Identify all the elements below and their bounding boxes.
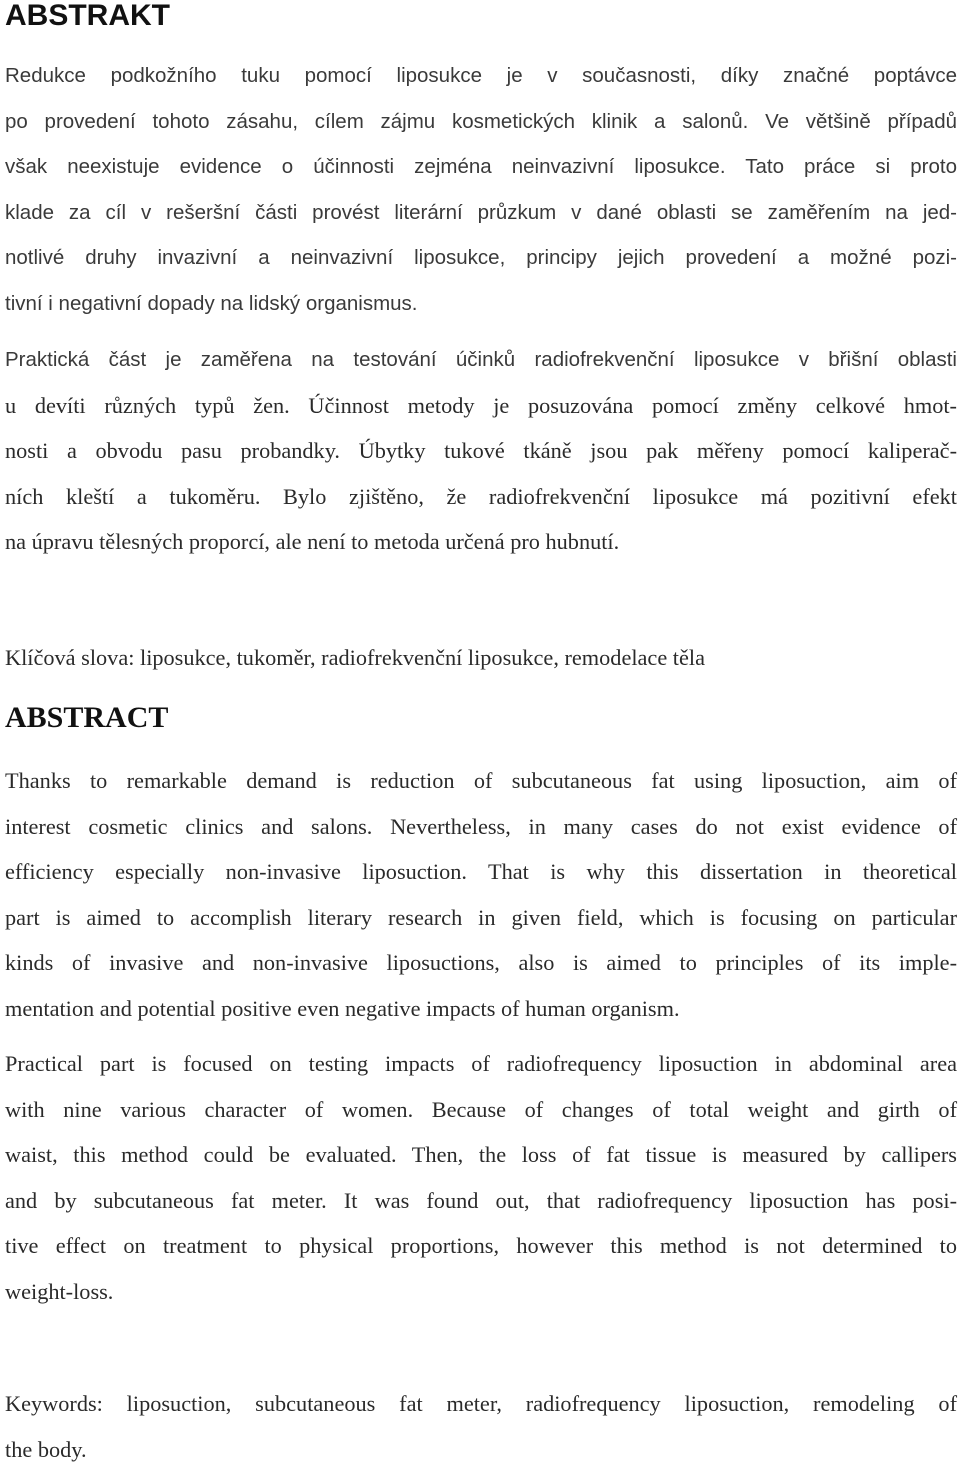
czech-keywords-label: Klíčová slova: [5, 645, 134, 670]
english-abstract-paragraph-2 [5, 1041, 957, 1314]
english-keywords [5, 1381, 957, 1472]
english-p2-line: with nine various character of women. Because of changes of total weight and girth of [5, 1087, 957, 1133]
english-keywords-line: the body. [5, 1427, 957, 1472]
english-p2-line: weight-loss. [5, 1269, 957, 1315]
english-p2-line: waist, this method could be evaluated. Then, the loss of fat tissue is measured by callipers [5, 1132, 957, 1178]
czech-abstract-heading: ABSTRAKT [5, 0, 170, 32]
czech-abstract-paragraph-1 [5, 53, 957, 326]
english-p2-line: tive effect on treatment to physical proportions, however this method is not determined to [5, 1223, 957, 1269]
czech-p2-line: u devíti různých typů žen. Účinnost metody je posuzována pomocí změny celkové hmot- [5, 383, 957, 429]
czech-keywords-text: liposukce, tukoměr, radiofrekvenční liposukce, remodelace těla [140, 645, 705, 670]
czech-p1-line: notlivé druhy invazivní a neinvazivní liposukce, principy jejich provedení a možné pozi- [5, 235, 957, 281]
english-p1-line: Thanks to remarkable demand is reduction of subcutaneous fat using liposuction, aim of [5, 758, 957, 804]
english-keywords-line: Keywords: liposuction, subcutaneous fat meter, radiofrequency liposuction, remodeling of [5, 1381, 957, 1427]
czech-p1-line: Redukce podkožního tuku pomocí liposukce je v současnosti, díky značné poptávce [5, 53, 957, 99]
english-p1-line: part is aimed to accomplish literary research in given field, which is focusing on particular [5, 895, 957, 941]
czech-p1-line: tivní i negativní dopady na lidský organismus. [5, 281, 957, 327]
english-abstract-heading: ABSTRACT [5, 702, 168, 734]
czech-p1-line: po provedení tohoto zásahu, cílem zájmu kosmetických klinik a salonů. Ve většině případů [5, 99, 957, 145]
english-p2-line: Practical part is focused on testing impacts of radiofrequency liposuction in abdominal area [5, 1041, 957, 1087]
czech-p2-line: na úpravu tělesných proporcí, ale není to metoda určená pro hubnutí. [5, 519, 957, 565]
english-abstract-paragraph-1 [5, 758, 957, 1031]
czech-p2-line: nosti a obvodu pasu probandky. Úbytky tukové tkáně jsou pak měřeny pomocí kaliperač- [5, 428, 957, 474]
english-p1-line: kinds of invasive and non-invasive liposuctions, also is aimed to principles of its imple- [5, 940, 957, 986]
czech-p2-line: Praktická část je zaměřena na testování účinků radiofrekvenční liposukce v břišní oblasti [5, 337, 957, 383]
czech-abstract-paragraph-2 [5, 337, 957, 565]
czech-p1-line: však neexistuje evidence o účinnosti zejména neinvazivní liposukce. Tato práce si proto [5, 144, 957, 190]
english-p2-line: and by subcutaneous fat meter. It was found out, that radiofrequency liposuction has posi- [5, 1178, 957, 1224]
czech-p2-line: ních kleští a tukoměru. Bylo zjištěno, že radiofrekvenční liposukce má pozitivní efekt [5, 474, 957, 520]
english-p1-line: efficiency especially non-invasive liposuction. That is why this dissertation in theoretical [5, 849, 957, 895]
english-p1-line: mentation and potential positive even negative impacts of human organism. [5, 986, 957, 1032]
czech-keywords [5, 635, 957, 681]
english-p1-line: interest cosmetic clinics and salons. Nevertheless, in many cases do not exist evidence of [5, 804, 957, 850]
czech-p1-line: klade za cíl v rešeršní části provést literární průzkum v dané oblasti se zaměřením na jed- [5, 190, 957, 236]
